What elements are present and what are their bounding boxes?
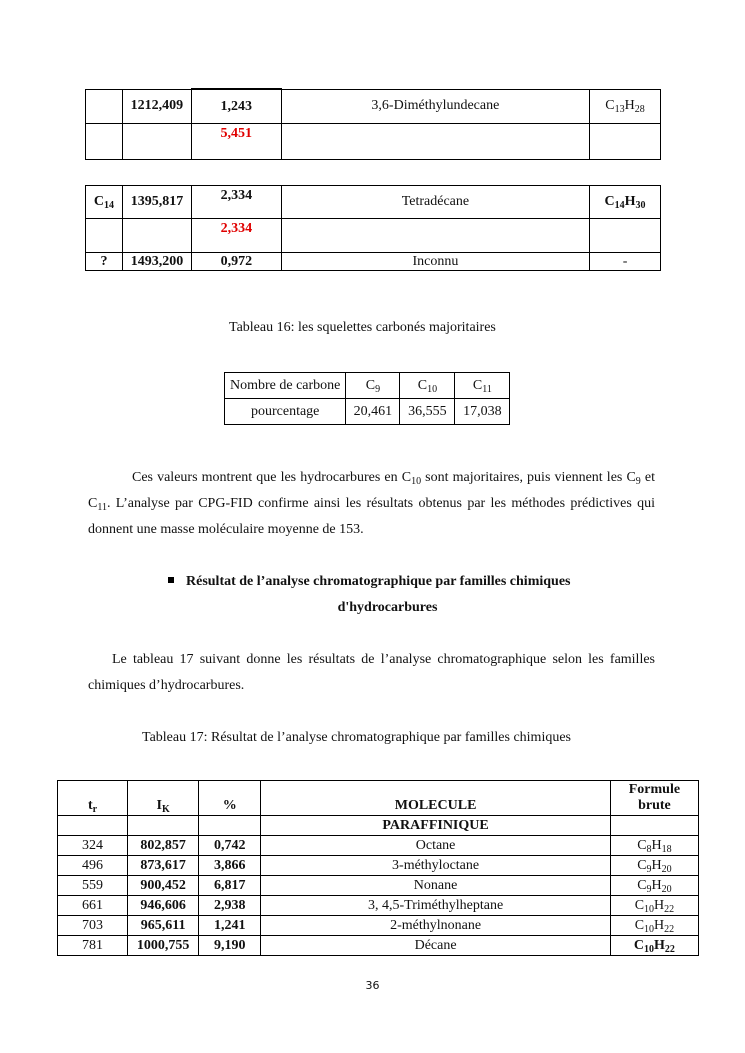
header-formule: Formule brute [610, 781, 698, 816]
page-number: 36 [365, 979, 380, 992]
tableau17 [57, 780, 699, 956]
molecule-cell: Décane [261, 936, 611, 956]
tr-cell: 661 [58, 896, 128, 916]
molecule-cell [281, 124, 589, 160]
ik-cell: 900,452 [128, 876, 199, 896]
molecule-cell [281, 219, 589, 253]
table-row [86, 253, 661, 271]
tableau16 [224, 372, 510, 425]
table-row [225, 399, 510, 425]
percent-cell: 0,742 [199, 836, 261, 856]
retention-table-c14 [85, 185, 661, 271]
formula-cell: $C_{10}H_{22}$ [610, 916, 698, 936]
section-heading [168, 574, 571, 590]
empty-cell [610, 816, 698, 836]
empty-cell [58, 816, 128, 836]
paragraph-text: Ces valeurs montrent que les hydrocarbures en $C_{10}$ sont majoritaires, puis viennent les $C_9$ et $C_{11}$. L’analyse par CPG-FID confirme ainsi les résultats obtenus par les méthodes prédictives qui donnent une masse moléculaire moyenne de 153. [88, 470, 655, 537]
header-molecule: MOLECULE [261, 781, 611, 816]
table-row [58, 936, 699, 956]
formula-cell [590, 219, 661, 253]
tr-cell: 781 [58, 936, 128, 956]
empty-cell [199, 816, 261, 836]
ik-cell: 802,857 [128, 836, 199, 856]
percent-cell: 6,817 [199, 876, 261, 896]
ik-cell: 1395,817 [122, 186, 191, 219]
ik-cell: 1000,755 [128, 936, 199, 956]
formula-cell [590, 124, 661, 160]
molecule-cell: 3-méthyloctane [261, 856, 611, 876]
formula-cell: $C_9H_{20}$ [610, 856, 698, 876]
ik-cell: 873,617 [128, 856, 199, 876]
formula-cell: $C_{10}H_{22}$ [610, 936, 698, 956]
ik-cell: 965,611 [128, 916, 199, 936]
table-row [58, 896, 699, 916]
table-row [86, 186, 661, 219]
tableau16-caption: Tableau 16: les squelettes carbonés majoritaires [229, 320, 496, 335]
table-row [225, 373, 510, 399]
percent-cell: 2,938 [199, 896, 261, 916]
row-label: pourcentage [225, 399, 346, 425]
percent-cell: 0,972 [191, 253, 281, 271]
heading-line-1: Résultat de l’analyse chromatographique par familles chimiques [186, 574, 571, 589]
table-row [86, 89, 661, 124]
ik-cell: 1493,200 [122, 253, 191, 271]
formula-cell: $C_{14}H_{30}$ [590, 186, 661, 219]
formula-cell: $C_9H_{20}$ [610, 876, 698, 896]
ik-cell [122, 124, 191, 160]
ik-cell: 1212,409 [122, 89, 191, 124]
family-label: PARAFFINIQUE [261, 816, 611, 836]
percentage-cell: 17,038 [455, 399, 510, 425]
carbon-cell [86, 219, 123, 253]
tr-cell: 559 [58, 876, 128, 896]
table-header-row [58, 781, 699, 816]
header-percent: % [199, 781, 261, 816]
row-label: Nombre de carbone [225, 373, 346, 399]
heading-line-2: d'hydrocarbures [337, 600, 438, 615]
formula-cell: - [590, 253, 661, 271]
carbon-header: $C_{10}$ [400, 373, 455, 399]
family-row [58, 816, 699, 836]
paragraph-intro-tableau17: Le tableau 17 suivant donne les résultats de l’analyse chromatographique selon les familles chimiques d’hydrocarbures. [88, 652, 655, 693]
table-row [58, 836, 699, 856]
ik-cell: 946,606 [128, 896, 199, 916]
table-row [58, 916, 699, 936]
carbon-cell: ? [86, 253, 123, 271]
tr-cell: 324 [58, 836, 128, 856]
carbon-cell [86, 89, 123, 124]
paragraph-conclusion [88, 465, 655, 543]
table-row [86, 124, 661, 160]
percent-total-cell: 5,451 [191, 124, 281, 160]
empty-cell [128, 816, 199, 836]
percentage-cell: 36,555 [400, 399, 455, 425]
percentage-cell: 20,461 [346, 399, 400, 425]
carbon-header: $C_9$ [346, 373, 400, 399]
table-row [58, 856, 699, 876]
percent-cell: 3,866 [199, 856, 261, 876]
molecule-cell: Tetradécane [281, 186, 589, 219]
header-ik: $I_K$ [128, 781, 199, 816]
bullet-icon [168, 577, 174, 583]
formula-cell: $C_{13}H_{28}$ [590, 89, 661, 124]
carbon-header: $C_{11}$ [455, 373, 510, 399]
molecule-cell: Inconnu [281, 253, 589, 271]
tableau17-caption: Tableau 17: Résultat de l’analyse chromatographique par familles chimiques [142, 730, 571, 745]
percent-cell: 1,243 [191, 89, 281, 124]
tr-cell: 703 [58, 916, 128, 936]
formula-cell: $C_8H_{18}$ [610, 836, 698, 856]
percent-cell: 2,334 [191, 186, 281, 219]
retention-table-top [85, 88, 661, 160]
molecule-cell: 2-méthylnonane [261, 916, 611, 936]
table-row [58, 876, 699, 896]
molecule-cell: Octane [261, 836, 611, 856]
percent-total-cell: 2,334 [191, 219, 281, 253]
percent-cell: 1,241 [199, 916, 261, 936]
ik-cell [122, 219, 191, 253]
carbon-cell [86, 124, 123, 160]
molecule-cell: 3,6-Diméthylundecane [281, 89, 589, 124]
percent-cell: 9,190 [199, 936, 261, 956]
table-row [86, 219, 661, 253]
header-tr: $t_r$ [58, 781, 128, 816]
molecule-cell: Nonane [261, 876, 611, 896]
carbon-cell: $C_{14}$ [86, 186, 123, 219]
molecule-cell: 3, 4,5-Triméthylheptane [261, 896, 611, 916]
formula-cell: $C_{10}H_{22}$ [610, 896, 698, 916]
tr-cell: 496 [58, 856, 128, 876]
